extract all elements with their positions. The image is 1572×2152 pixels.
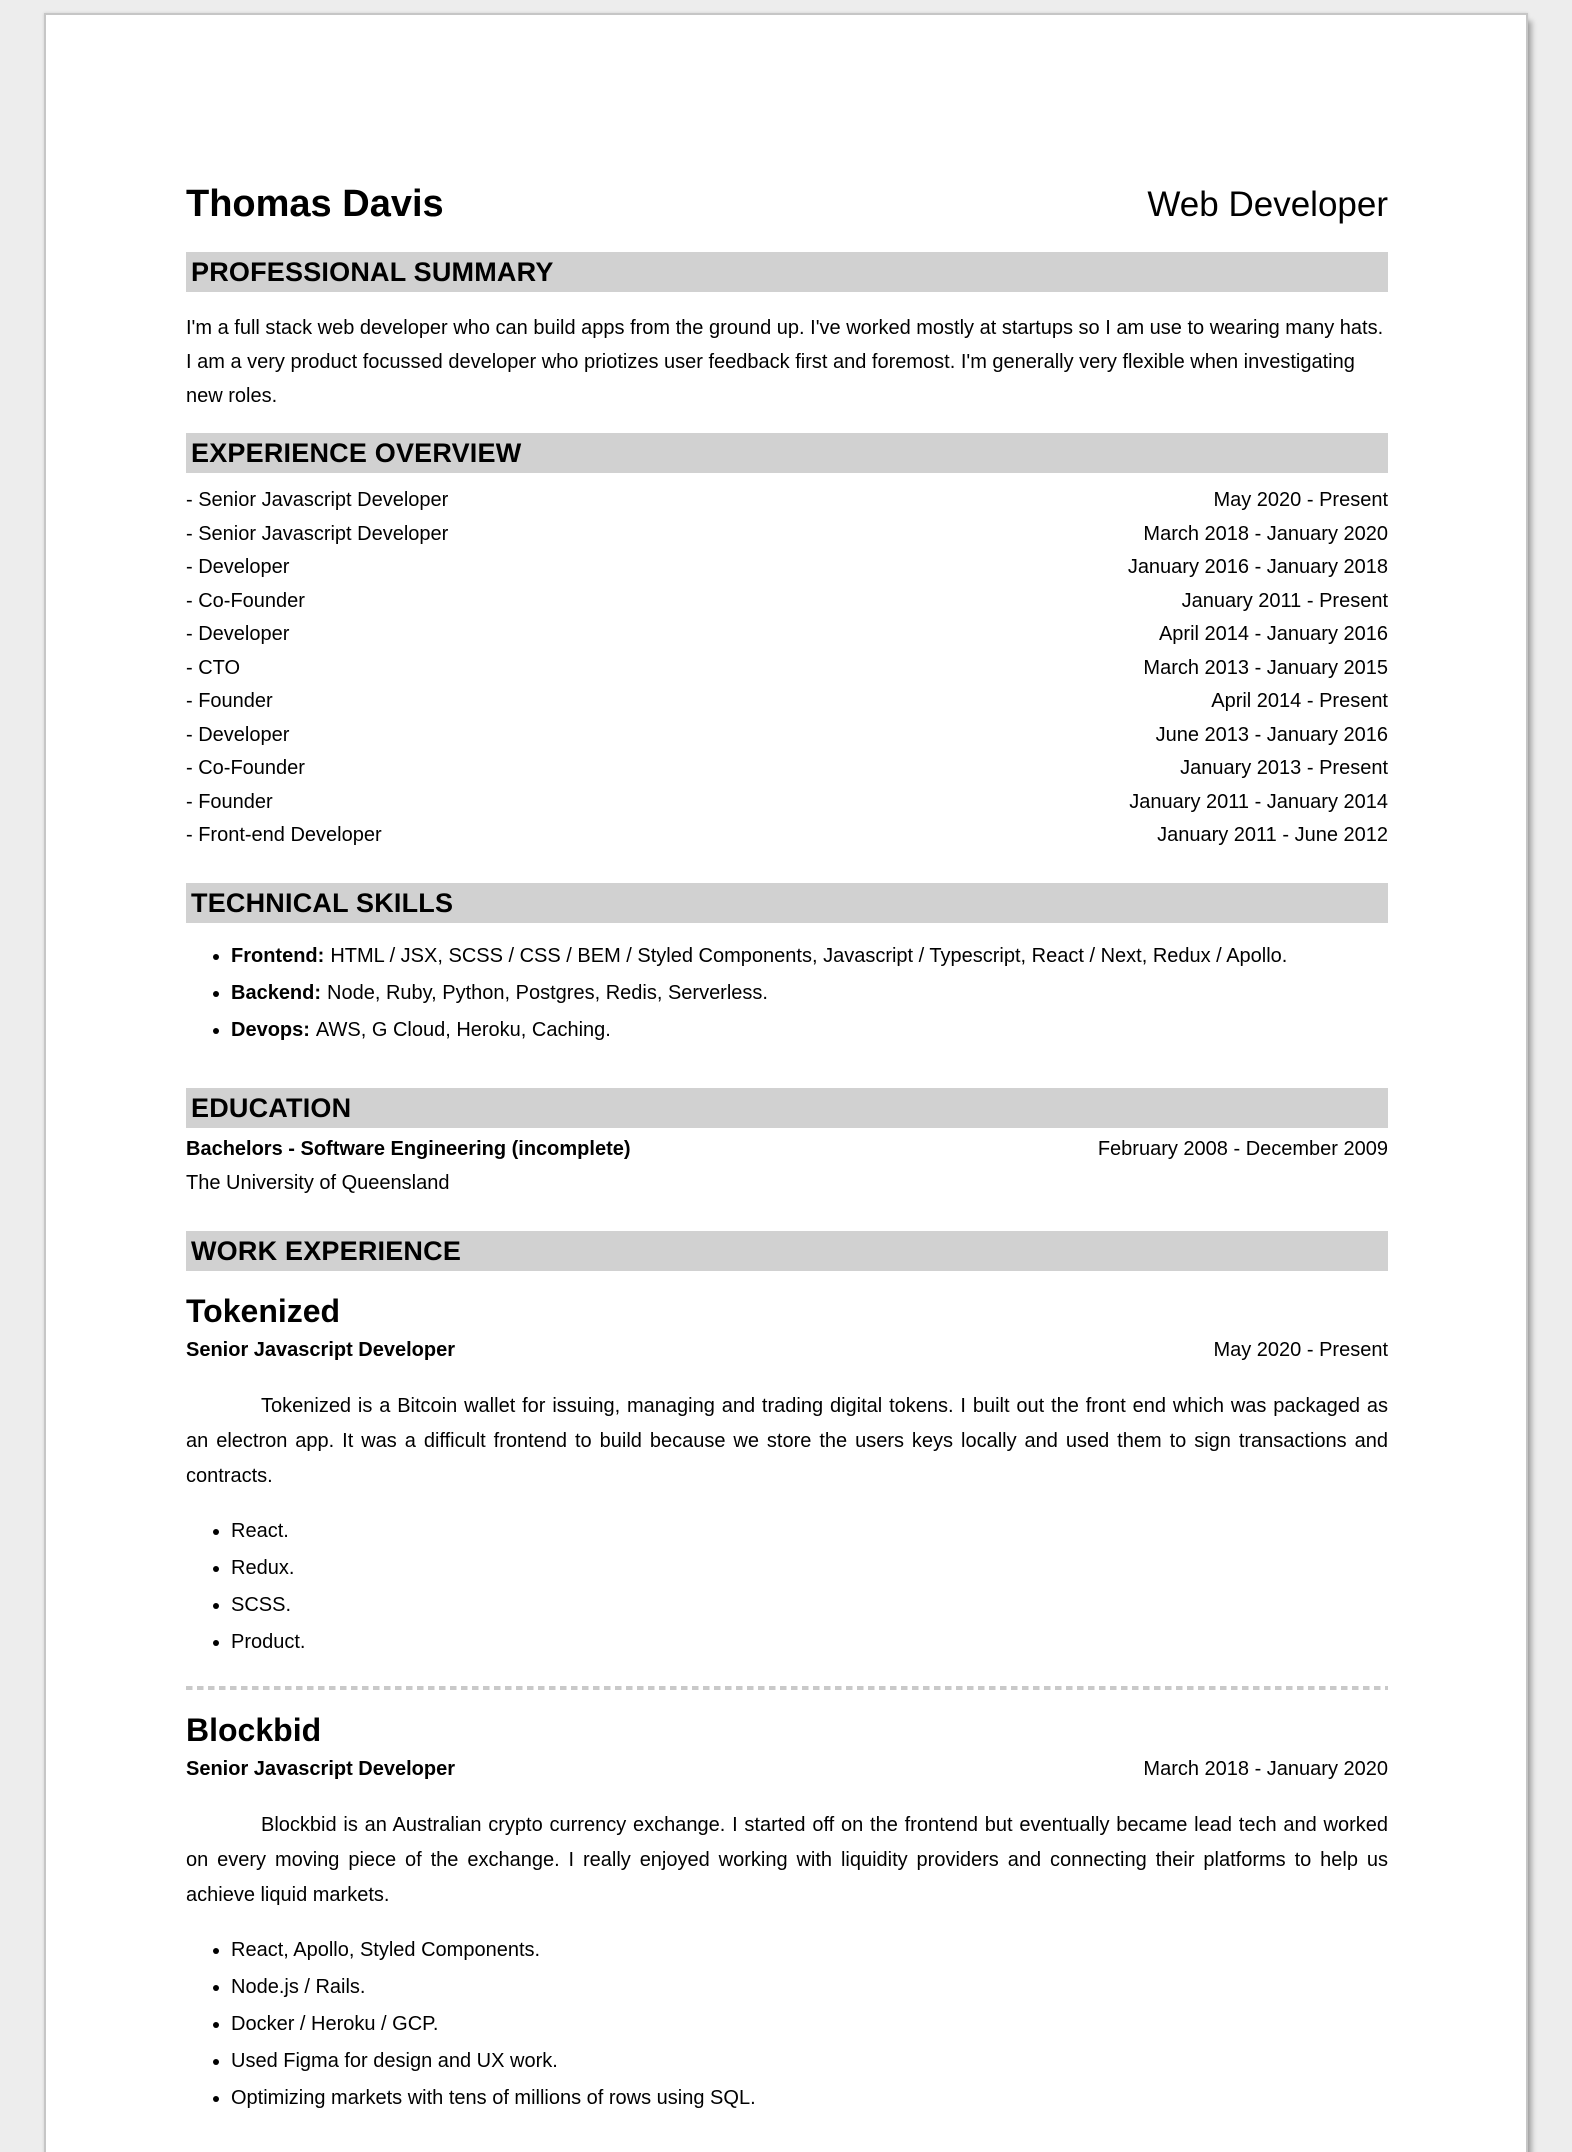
overview-row bbox=[186, 585, 1388, 619]
overview-dates: January 2011 - June 2012 bbox=[1157, 824, 1388, 846]
skill-item bbox=[231, 939, 1388, 974]
candidate-role: Web Developer bbox=[1147, 185, 1388, 224]
overview-row bbox=[186, 685, 1388, 719]
job-title-row bbox=[186, 1752, 1388, 1786]
company-name: Tokenized bbox=[186, 1292, 341, 1329]
overview-role: - Co-Founder bbox=[186, 757, 305, 779]
job-divider bbox=[186, 1686, 1388, 1690]
resume-page bbox=[44, 13, 1528, 2152]
overview-dates: January 2016 - January 2018 bbox=[1127, 556, 1388, 578]
company-name: Blockbid bbox=[186, 1711, 322, 1748]
overview-role: - Founder bbox=[186, 690, 273, 712]
overview-role: - Co-Founder bbox=[186, 589, 305, 612]
overview-row bbox=[186, 819, 1388, 853]
job-dates: May 2020 - Present bbox=[1213, 1338, 1388, 1361]
overview-dates: January 2013 - Present bbox=[1180, 757, 1388, 779]
overview-role: - Developer bbox=[186, 556, 290, 578]
job-description: Tokenized is a Bitcoin wallet for issuing, managing and trading digital tokens. I built out the front end which was packaged as an electron app. It was a difficult frontend to build because we store the users keys locally and used them to sign transactions and contracts. bbox=[186, 1394, 1388, 1487]
job-title: Senior Javascript Developer bbox=[186, 1757, 456, 1780]
summary-text: I'm a full stack web developer who can build apps from the ground up. I've worked mostly at startups so I am use to wearing many hats. I am a very product focussed developer who priotizes user feedback first and foremost. I'm generally very flexible when investigating new roles. bbox=[186, 317, 1384, 407]
education-degree: Bachelors - Software Engineering (incomplete) bbox=[186, 1137, 631, 1160]
overview-row bbox=[186, 551, 1388, 585]
skills-list bbox=[186, 939, 1388, 1048]
job-highlights bbox=[186, 1933, 1388, 2116]
highlight-item: • Redux. bbox=[231, 1551, 1388, 1586]
overview-row bbox=[186, 652, 1388, 686]
highlight-item: • SCSS. bbox=[231, 1588, 1388, 1623]
job-entry bbox=[186, 1292, 1388, 1660]
highlight-item: • React. bbox=[231, 1514, 1388, 1549]
overview-dates: June 2013 - January 2016 bbox=[1155, 723, 1388, 746]
skill-label: Backend: bbox=[231, 981, 322, 1004]
overview-row bbox=[186, 719, 1388, 753]
overview-dates: January 2011 - January 2014 bbox=[1129, 790, 1388, 813]
overview-role: - CTO bbox=[186, 656, 241, 679]
highlight-item: • Docker / Heroku / GCP. bbox=[231, 2007, 1388, 2042]
section-heading-professional-summary: PROFESSIONAL SUMMARY bbox=[186, 252, 1388, 292]
experience-overview-list bbox=[186, 484, 1388, 853]
section-heading-technical-skills: TECHNICAL SKILLS bbox=[186, 883, 1388, 923]
education-degree-row bbox=[186, 1132, 1388, 1166]
overview-role: - Developer bbox=[186, 723, 290, 746]
overview-role: - Senior Javascript Developer bbox=[186, 489, 449, 511]
section-heading-experience-overview: EXPERIENCE OVERVIEW bbox=[186, 433, 1388, 473]
skill-label: Frontend: bbox=[231, 944, 325, 967]
job-dates: March 2018 - January 2020 bbox=[1143, 1757, 1388, 1780]
skill-text: AWS, G Cloud, Heroku, Caching. bbox=[315, 1018, 611, 1041]
overview-row bbox=[186, 752, 1388, 786]
skill-item bbox=[231, 976, 1388, 1011]
overview-row bbox=[186, 618, 1388, 652]
skill-label: Devops: bbox=[231, 1018, 310, 1041]
highlight-item: • Node.js / Rails. bbox=[231, 1970, 1388, 2005]
job-highlights bbox=[186, 1514, 1388, 1660]
overview-role: - Founder bbox=[186, 790, 273, 813]
highlight-item: • React, Apollo, Styled Components. bbox=[231, 1933, 1388, 1968]
overview-dates: March 2018 - January 2020 bbox=[1143, 522, 1388, 545]
overview-dates: January 2011 - Present bbox=[1181, 589, 1388, 612]
overview-dates: March 2013 - January 2015 bbox=[1143, 656, 1388, 679]
candidate-name: Thomas Davis bbox=[186, 183, 444, 225]
skill-item bbox=[231, 1013, 1388, 1048]
job-entry bbox=[186, 1711, 1388, 2116]
highlight-item: • Product. bbox=[231, 1625, 1388, 1660]
job-title: Senior Javascript Developer bbox=[186, 1338, 456, 1361]
overview-row bbox=[186, 518, 1388, 552]
overview-dates: April 2014 - January 2016 bbox=[1158, 623, 1388, 645]
job-description: Blockbid is an Australian crypto currency exchange. I started off on the frontend but eventually became lead tech and worked on every moving piece of the exchange. I really enjoyed working with liquidity providers and connecting their platforms to help us achieve liquid markets. bbox=[186, 1813, 1388, 1906]
skill-text: HTML / JSX, SCSS / CSS / BEM / Styled Components, Javascript / Typescript, React / Next, Redux / Apollo. bbox=[330, 944, 1288, 967]
section-heading-education: EDUCATION bbox=[186, 1088, 1388, 1128]
resume-header bbox=[186, 182, 1388, 227]
education-school: The University of Queensland bbox=[186, 1171, 450, 1194]
overview-row bbox=[186, 786, 1388, 820]
overview-role: - Front-end Developer bbox=[186, 824, 382, 846]
section-heading-work-experience: WORK EXPERIENCE bbox=[186, 1231, 1388, 1271]
education-dates: February 2008 - December 2009 bbox=[1097, 1137, 1388, 1160]
highlight-item: • Used Figma for design and UX work. bbox=[231, 2044, 1388, 2079]
overview-dates: April 2014 - Present bbox=[1211, 690, 1388, 712]
overview-row bbox=[186, 484, 1388, 518]
overview-role: - Senior Javascript Developer bbox=[186, 522, 449, 545]
highlight-item: • Optimizing markets with tens of millions of rows using SQL. bbox=[231, 2081, 1388, 2116]
job-title-row bbox=[186, 1333, 1388, 1367]
overview-dates: May 2020 - Present bbox=[1213, 489, 1388, 511]
education-block bbox=[186, 1132, 1388, 1200]
skill-text: Node, Ruby, Python, Postgres, Redis, Serverless. bbox=[327, 981, 768, 1004]
overview-role: - Developer bbox=[186, 623, 290, 645]
